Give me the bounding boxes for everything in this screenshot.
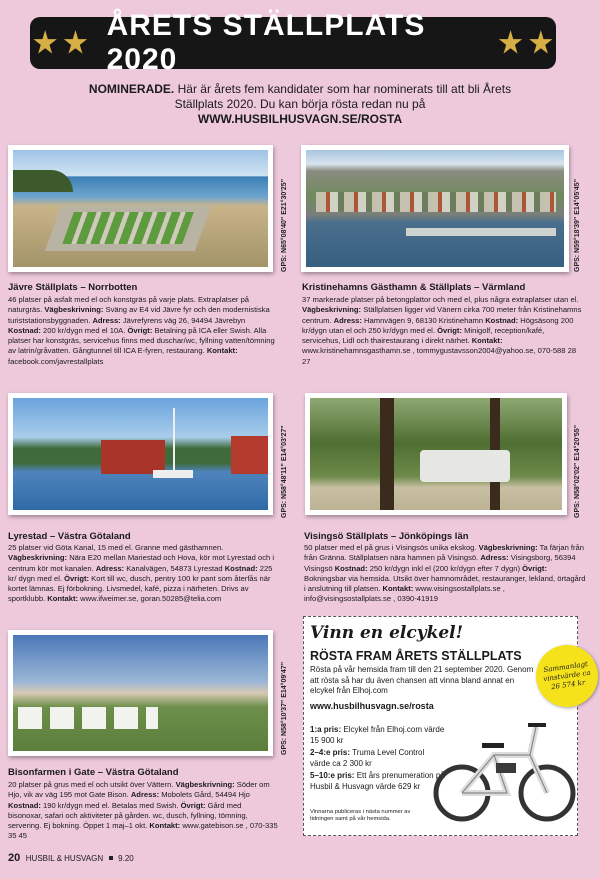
field-label: Adress: [333,315,362,325]
contest-url[interactable]: www.husbilhusvagn.se/rosta [310,701,434,711]
field-label: Vägbeskrivning: [175,780,235,789]
prize-item: 1:a pris: Elcykel från Elhoj.com värde 15 900 kr [310,725,445,745]
star-icon [63,30,87,56]
card-text-bisonfarmen [8,780,278,842]
forest [13,170,73,192]
field-label: Övrigt: [127,325,153,335]
card-title-bisonfarmen: Bisonfarmen i Gate – Västra Götaland [8,767,179,778]
field-label: Övrigt: [437,325,462,335]
page-footer [8,852,134,864]
field-label: Adress: [130,790,160,800]
prize-item: 5–10:e pris: Ett års prenumeration på Husbil & Husvagn värde 629 kr [310,771,445,791]
contest-disclaimer: Vinnarna publiceras i nästa nummer av tidningen samt på vår hemsida. [310,809,411,822]
gps-label: GPS: N58°10'37" E14°09'47" [281,661,288,755]
text-run: 225 kr/ dygn med el. [8,563,273,583]
field-label: Adress: [92,315,121,325]
field-label: Kostnad: [224,563,258,573]
field-label: Vägbeskrivning: [302,305,362,315]
field-label: Övrigt: [180,800,206,810]
card-title-javre: Jävre Ställplats – Norrbotten [8,282,138,293]
text-run: Högsäsong 200 kr/dygn utan el och 250 kr/dygn med el. [302,315,574,335]
field-label: Adress: [95,563,125,573]
text-run: 46 platser på asfalt med el och konstgräs på varje plats. Extraplatser på naturgräs. [8,295,250,315]
text-run: 190 kr/dygn med el. Betalas med Swish. [40,800,181,810]
badge-text: Sammanlagt vinstvärde ca 26 574 kr [542,659,592,691]
text-run: Betalning på ICA eller Swish. Alla platser har konstgräs, servicehus finns med duschar/wc, fyllning vatten/tömning av latrin/gråvatten. Gångtunnel till ICA E-fyren, restaurang. [8,325,275,356]
card-text-visingso [304,543,586,605]
issue-number: 9.20 [118,854,134,863]
field-label: Vägbeskrivning: [478,543,538,552]
card-title-kristinehamn: Kristinehamns Gästhamn & Ställplats – Värmland [302,282,526,293]
intro-url[interactable]: WWW.HUSBILHUSVAGN.SE/ROSTA [197,112,403,126]
photo-javre [8,145,273,272]
text-run: 200 kr/dygn med el 10A. [40,325,128,335]
gps-label: GPS: N58°48'11" E14°03'27" [281,425,288,518]
text-run: Bokningsbar via hemsida. Utsikt över hamnområdet, restauranger, lekland, örtagård i anslutning till platsen. [304,573,586,594]
text-run: Hamnvägen 9, 68130 Kristinehamn [361,315,486,325]
text-run: Visingsborg, 56394 Visingsö [304,553,576,573]
card-title-lyrestad: Lyrestad – Västra Götaland [8,531,131,542]
text-run: facebook.com/javrestallplats [8,356,104,366]
red-building [101,440,165,474]
gps-label: GPS: N59°18'39" E14°05'45" [574,178,581,272]
grass-pitches [62,212,194,244]
text-run: www.kristinehamnsgasthamn.se , tommygustavsson2004@yahoo.se, 070-588 28 27 [302,346,577,366]
field-label: Kontakt: [206,346,238,356]
square-icon [109,856,113,860]
intro-lead: NOMINERADE. [88,82,175,96]
field-label: Kontakt: [47,594,79,604]
caravans [18,707,158,729]
field-label: Övrigt: [522,563,547,573]
field-label: Kostnad: [485,315,519,325]
text-run: Söder om Hjo, vik av väg 195 mot Gate Bison. [8,780,270,800]
text-run: Minigolf, reception/kafé, servicehus, Lidl och thairestaurang i direkt närhet. [302,325,545,346]
photo-bisonfarmen [8,630,273,756]
card-text-lyrestad [8,543,278,605]
photo-lyrestad [8,393,273,515]
page-number: 20 [8,852,21,864]
tree-trunk [380,398,394,510]
intro-text [70,82,530,127]
text-run: 50 platser med el på grus i Visingsös unika ekskog. [304,543,479,552]
text-run: 20 platser på grus med el och utsikt över Vättern. [8,780,176,789]
star-icon [529,30,553,56]
text-run: Ta färjan från från Gränna. Ställplatsen nära hamnen på Visingsö. [304,543,584,563]
gps-label: GPS: N58°02'02" E14°20'55" [574,424,581,518]
intro-body: Här är årets fem kandidater som har nominerats till att bli Årets Ställplats 2020. Du kan börja rösta redan nu på [174,82,512,111]
card-text-kristinehamn [302,295,584,367]
photo-kristinehamn [301,145,569,272]
text-run: Kanalvägen, 54873 Lyrestad [124,563,225,573]
star-icon [33,30,57,56]
quay [406,228,556,236]
field-label: Kostnad: [8,800,41,810]
card-text-javre [8,295,278,367]
prize-item: 2–4:e pris: Truma Level Control värde ca 2 300 kr [310,748,425,768]
text-run: Ställplatsen ligger vid Vänern cirka 700 meter från Kristinehamns centrum. [302,305,582,325]
text-run: Kort till wc, dusch, pentry 100 kr pant som återfås när kortet lämnas. Ej förbokning. Livsmedel, kafé, pizza i närheten. Drivs av sportklubb. [8,573,271,604]
text-run: www.gatebison.se , 070-335 35 45 [8,821,278,841]
magazine-name: HUSBIL & HUSVAGN [25,854,104,863]
text-run: Sväng av E4 vid Jävre fyr och den modernistiska turiststationsbyggnaden. [8,305,270,325]
field-label: Adress: [480,553,509,563]
field-label: Kontakt: [471,336,503,346]
gps-label: GPS: N65°08'40" E21°30'25" [281,178,288,272]
field-label: Kontakt: [382,584,414,594]
field-label: Kostnad: [334,563,368,573]
town-buildings [316,192,556,212]
card-title-visingso: Visingsö Ställplats – Jönköpings län [304,531,469,542]
contest-box [303,616,578,836]
text-run: 37 markerade platser på betongplattor och med el, plus några extraplatser utan el. [302,295,579,304]
field-label: Vägbeskrivning: [8,553,68,563]
contest-headline: RÖSTA FRAM ÅRETS STÄLLPLATS [310,649,522,663]
text-run: www.ifweimer.se, goran.50285@telia.com [78,594,222,604]
page-title: ÅRETS STÄLLPLATS 2020 [106,9,426,76]
text-run: www.visingsostallplats.se , info@visingsostallplats.se , 0390-41919 [304,584,505,604]
text-run: 25 platser vid Göta Kanal, 15 med el. Granne med gästhamnen. [8,543,224,552]
contest-body: Rösta på vår hemsida fram till den 21 september 2020. Genom att rösta så har du även chansen att vinna bland annat en elcykel från Elhoj.com [310,665,534,695]
text-run: Gård med bisonoxar, safari och aktiviteter på gården. wc, dusch, fyllning, tömning, servering. Ej bokning. Öppet 1 maj–1 okt. [8,800,248,831]
red-building [231,436,268,474]
motorhome [420,450,510,482]
text-run: Jävrefyrens väg 26, 94494 Jävrebyn [120,315,246,325]
contest-script-title: Vinn en elcykel! [310,623,464,643]
prize-value-badge [536,645,598,707]
field-label: Övrigt: [64,573,90,583]
photo-visingso [305,393,567,515]
boat [153,470,193,478]
text-run: Nära E20 mellan Mariestad och Hova, kör mot Lyrestad och i centrum kör mot kanalen. [8,553,275,573]
field-label: Kontakt: [149,821,181,831]
text-run: 250 kr/dygn inkl el (200 kr/dygn efter 7 dygn) [367,563,523,573]
ebike-icon [432,713,577,825]
boat-mast [173,408,175,474]
star-icon [498,30,522,56]
text-run: Mobolets Gård, 54494 Hjo [159,790,250,800]
field-label: Kostnad: [8,325,41,335]
prize-list [310,725,445,792]
field-label: Vägbeskrivning: [44,305,104,315]
title-banner [30,9,556,76]
